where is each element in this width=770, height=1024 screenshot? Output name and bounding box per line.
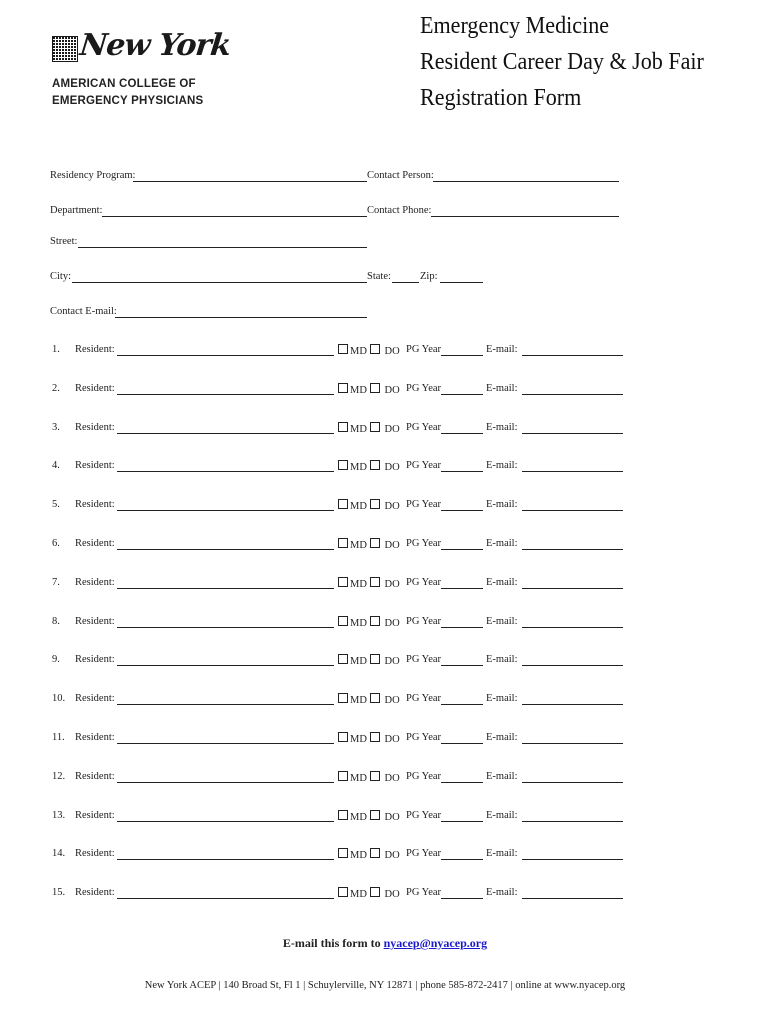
md-label: MD — [350, 656, 367, 667]
state-label: State: — [367, 271, 391, 282]
resident-name-field[interactable] — [117, 782, 334, 783]
logo-line-2: EMERGENCY PHYSICIANS — [52, 95, 204, 107]
md-checkbox[interactable] — [338, 422, 348, 432]
degree-options — [338, 887, 400, 900]
resident-number: 13. — [52, 810, 66, 821]
pg-year-label: PG Year — [406, 693, 442, 704]
email-label: E-mail: — [486, 538, 518, 549]
resident-number: 5. — [52, 499, 60, 510]
md-label: MD — [350, 850, 367, 861]
contact-phone-field[interactable] — [431, 216, 619, 217]
pg-year-label: PG Year — [406, 848, 442, 859]
resident-number: 14. — [52, 848, 66, 859]
pg-year-field[interactable] — [441, 510, 483, 511]
degree-options — [338, 810, 400, 823]
footer-email-prefix: E-mail this form to — [282, 936, 384, 950]
resident-email-field[interactable] — [522, 355, 623, 356]
degree-options — [338, 422, 400, 435]
email-label: E-mail: — [486, 577, 518, 588]
pg-year-field[interactable] — [441, 355, 483, 356]
resident-name-field[interactable] — [117, 743, 334, 744]
degree-options — [338, 577, 400, 590]
resident-label: Resident: — [75, 732, 115, 743]
md-label: MD — [350, 385, 367, 396]
logo-line-1: AMERICAN COLLEGE OF — [52, 78, 196, 90]
md-checkbox[interactable] — [338, 771, 348, 781]
contact-person-label: Contact Person: — [367, 170, 434, 181]
resident-email-field[interactable] — [522, 471, 623, 472]
degree-options — [338, 654, 400, 667]
resident-number: 11. — [52, 732, 65, 743]
md-label: MD — [350, 734, 367, 745]
do-checkbox[interactable] — [370, 538, 380, 548]
degree-options — [338, 771, 400, 784]
pg-year-label: PG Year — [406, 499, 442, 510]
degree-options — [338, 499, 400, 512]
md-checkbox[interactable] — [338, 383, 348, 393]
resident-email-field[interactable] — [522, 821, 623, 822]
resident-name-field[interactable] — [117, 355, 334, 356]
resident-label: Resident: — [75, 538, 115, 549]
pg-year-label: PG Year — [406, 383, 442, 394]
md-label: MD — [350, 812, 367, 823]
pg-year-field[interactable] — [441, 627, 483, 628]
city-label: City: — [50, 271, 72, 282]
resident-label: Resident: — [75, 616, 115, 627]
pg-year-field[interactable] — [441, 821, 483, 822]
resident-name-field[interactable] — [117, 859, 334, 860]
do-label: DO — [384, 889, 400, 900]
resident-name-field[interactable] — [117, 433, 334, 434]
md-label: MD — [350, 346, 367, 357]
do-label: DO — [384, 773, 400, 784]
do-checkbox[interactable] — [370, 344, 380, 354]
md-label: MD — [350, 540, 367, 551]
resident-name-field[interactable] — [117, 665, 334, 666]
md-checkbox[interactable] — [338, 538, 348, 548]
md-label: MD — [350, 501, 367, 512]
pg-year-label: PG Year — [406, 887, 442, 898]
do-label: DO — [384, 385, 400, 396]
resident-label: Resident: — [75, 499, 115, 510]
department-label: Department: — [50, 205, 103, 216]
resident-name-field[interactable] — [117, 704, 334, 705]
do-label: DO — [384, 346, 400, 357]
pg-year-label: PG Year — [406, 422, 442, 433]
contact-person-field[interactable] — [433, 181, 619, 182]
resident-label: Resident: — [75, 887, 115, 898]
pg-year-label: PG Year — [406, 654, 442, 665]
md-label: MD — [350, 889, 367, 900]
pg-year-field[interactable] — [441, 704, 483, 705]
do-label: DO — [384, 540, 400, 551]
pg-year-label: PG Year — [406, 616, 442, 627]
md-label: MD — [350, 424, 367, 435]
email-label: E-mail: — [486, 693, 518, 704]
resident-label: Resident: — [75, 654, 115, 665]
residency-program-label: Residency Program: — [50, 170, 136, 181]
resident-email-field[interactable] — [522, 394, 623, 395]
acep-logo-grid-icon — [52, 36, 78, 62]
city-field[interactable] — [72, 282, 367, 283]
footer-address: New York ACEP | 140 Broad St, Fl 1 | Schuylerville, NY 12871 | phone 585-872-2417 | online at www.nyacep.org — [144, 980, 626, 991]
do-label: DO — [384, 618, 400, 629]
do-label: DO — [384, 501, 400, 512]
do-label: DO — [384, 850, 400, 861]
do-checkbox[interactable] — [370, 732, 380, 742]
do-checkbox[interactable] — [370, 383, 380, 393]
pg-year-field[interactable] — [441, 433, 483, 434]
pg-year-field[interactable] — [441, 665, 483, 666]
do-checkbox[interactable] — [370, 771, 380, 781]
pg-year-field[interactable] — [441, 588, 483, 589]
footer-email-line — [0, 936, 770, 951]
resident-email-field[interactable] — [522, 433, 623, 434]
resident-label: Resident: — [75, 577, 115, 588]
title-line-1: Emergency Medicine — [420, 13, 610, 39]
degree-options — [338, 848, 400, 861]
degree-options — [338, 344, 400, 357]
resident-email-field[interactable] — [522, 859, 623, 860]
email-label: E-mail: — [486, 732, 518, 743]
md-checkbox[interactable] — [338, 810, 348, 820]
do-checkbox[interactable] — [370, 887, 380, 897]
email-label: E-mail: — [486, 383, 518, 394]
md-checkbox[interactable] — [338, 732, 348, 742]
email-label: E-mail: — [486, 499, 518, 510]
resident-number: 10. — [52, 693, 66, 704]
resident-number: 12. — [52, 771, 66, 782]
resident-name-field[interactable] — [117, 898, 334, 899]
pg-year-field[interactable] — [441, 394, 483, 395]
residency-program-field[interactable] — [133, 181, 367, 182]
email-label: E-mail: — [486, 810, 518, 821]
resident-number: 1. — [52, 344, 60, 355]
resident-email-field[interactable] — [522, 665, 623, 666]
do-label: DO — [384, 812, 400, 823]
md-label: MD — [350, 462, 367, 473]
degree-options — [338, 693, 400, 706]
pg-year-field[interactable] — [441, 549, 483, 550]
resident-name-field[interactable] — [117, 627, 334, 628]
pg-year-label: PG Year — [406, 538, 442, 549]
resident-number: 7. — [52, 577, 60, 588]
do-checkbox[interactable] — [370, 848, 380, 858]
resident-name-field[interactable] — [117, 588, 334, 589]
email-label: E-mail: — [486, 654, 518, 665]
email-label: E-mail: — [486, 771, 518, 782]
resident-email-field[interactable] — [522, 704, 623, 705]
pg-year-field[interactable] — [441, 859, 483, 860]
do-checkbox[interactable] — [370, 616, 380, 626]
email-label: E-mail: — [486, 848, 518, 859]
resident-number: 6. — [52, 538, 60, 549]
title-line-2: Resident Career Day & Job Fair — [420, 49, 704, 75]
resident-label: Resident: — [75, 810, 115, 821]
resident-label: Resident: — [75, 848, 115, 859]
resident-email-field[interactable] — [522, 898, 623, 899]
state-field[interactable] — [392, 282, 419, 283]
street-field[interactable] — [78, 247, 367, 248]
pg-year-field[interactable] — [441, 471, 483, 472]
resident-email-field[interactable] — [522, 588, 623, 589]
do-label: DO — [384, 579, 400, 590]
do-label: DO — [384, 734, 400, 745]
zip-label: Zip: — [420, 271, 438, 282]
resident-email-field[interactable] — [522, 510, 623, 511]
resident-name-field[interactable] — [117, 821, 334, 822]
zip-field[interactable] — [440, 282, 483, 283]
pg-year-label: PG Year — [406, 810, 442, 821]
md-label: MD — [350, 579, 367, 590]
resident-email-field[interactable] — [522, 743, 623, 744]
title-line-3: Registration Form — [420, 85, 582, 111]
md-checkbox[interactable] — [338, 344, 348, 354]
md-checkbox[interactable] — [338, 654, 348, 664]
resident-label: Resident: — [75, 383, 115, 394]
md-label: MD — [350, 773, 367, 784]
street-label: Street: — [50, 236, 78, 247]
department-field[interactable] — [102, 216, 367, 217]
md-checkbox[interactable] — [338, 848, 348, 858]
pg-year-field[interactable] — [441, 743, 483, 744]
pg-year-label: PG Year — [406, 577, 442, 588]
resident-label: Resident: — [75, 422, 115, 433]
md-label: MD — [350, 618, 367, 629]
pg-year-field[interactable] — [441, 782, 483, 783]
footer-email-link[interactable]: nyacep@nyacep.org — [383, 936, 488, 950]
md-checkbox[interactable] — [338, 693, 348, 703]
degree-options — [338, 460, 400, 473]
do-checkbox[interactable] — [370, 460, 380, 470]
do-checkbox[interactable] — [370, 654, 380, 664]
resident-email-field[interactable] — [522, 549, 623, 550]
resident-label: Resident: — [75, 460, 115, 471]
degree-options — [338, 616, 400, 629]
resident-name-field[interactable] — [117, 471, 334, 472]
resident-email-field[interactable] — [522, 627, 623, 628]
do-checkbox[interactable] — [370, 577, 380, 587]
degree-options — [338, 383, 400, 396]
resident-number: 4. — [52, 460, 60, 471]
email-label: E-mail: — [486, 887, 518, 898]
md-checkbox[interactable] — [338, 577, 348, 587]
resident-label: Resident: — [75, 771, 115, 782]
contact-email-field[interactable] — [115, 317, 367, 318]
pg-year-label: PG Year — [406, 771, 442, 782]
do-checkbox[interactable] — [370, 499, 380, 509]
md-checkbox[interactable] — [338, 460, 348, 470]
resident-name-field[interactable] — [117, 549, 334, 550]
resident-number: 2. — [52, 383, 60, 394]
resident-name-field[interactable] — [117, 510, 334, 511]
resident-email-field[interactable] — [522, 782, 623, 783]
do-label: DO — [384, 656, 400, 667]
pg-year-field[interactable] — [441, 898, 483, 899]
resident-label: Resident: — [75, 693, 115, 704]
md-checkbox[interactable] — [338, 616, 348, 626]
logo-script-text: New York — [78, 28, 233, 63]
pg-year-label: PG Year — [406, 344, 442, 355]
contact-phone-label: Contact Phone: — [367, 205, 432, 216]
md-checkbox[interactable] — [338, 499, 348, 509]
email-label: E-mail: — [486, 422, 518, 433]
resident-number: 3. — [52, 422, 60, 433]
degree-options — [338, 732, 400, 745]
resident-number: 8. — [52, 616, 60, 627]
degree-options — [338, 538, 400, 551]
do-label: DO — [384, 462, 400, 473]
email-label: E-mail: — [486, 616, 518, 627]
pg-year-label: PG Year — [406, 460, 442, 471]
do-label: DO — [384, 695, 400, 706]
resident-name-field[interactable] — [117, 394, 334, 395]
email-label: E-mail: — [486, 344, 518, 355]
md-checkbox[interactable] — [338, 887, 348, 897]
pg-year-label: PG Year — [406, 732, 442, 743]
email-label: E-mail: — [486, 460, 518, 471]
resident-number: 15. — [52, 887, 66, 898]
do-checkbox[interactable] — [370, 693, 380, 703]
resident-label: Resident: — [75, 344, 115, 355]
md-label: MD — [350, 695, 367, 706]
do-label: DO — [384, 424, 400, 435]
contact-email-label: Contact E-mail: — [50, 306, 117, 317]
do-checkbox[interactable] — [370, 422, 380, 432]
do-checkbox[interactable] — [370, 810, 380, 820]
resident-number: 9. — [52, 654, 60, 665]
